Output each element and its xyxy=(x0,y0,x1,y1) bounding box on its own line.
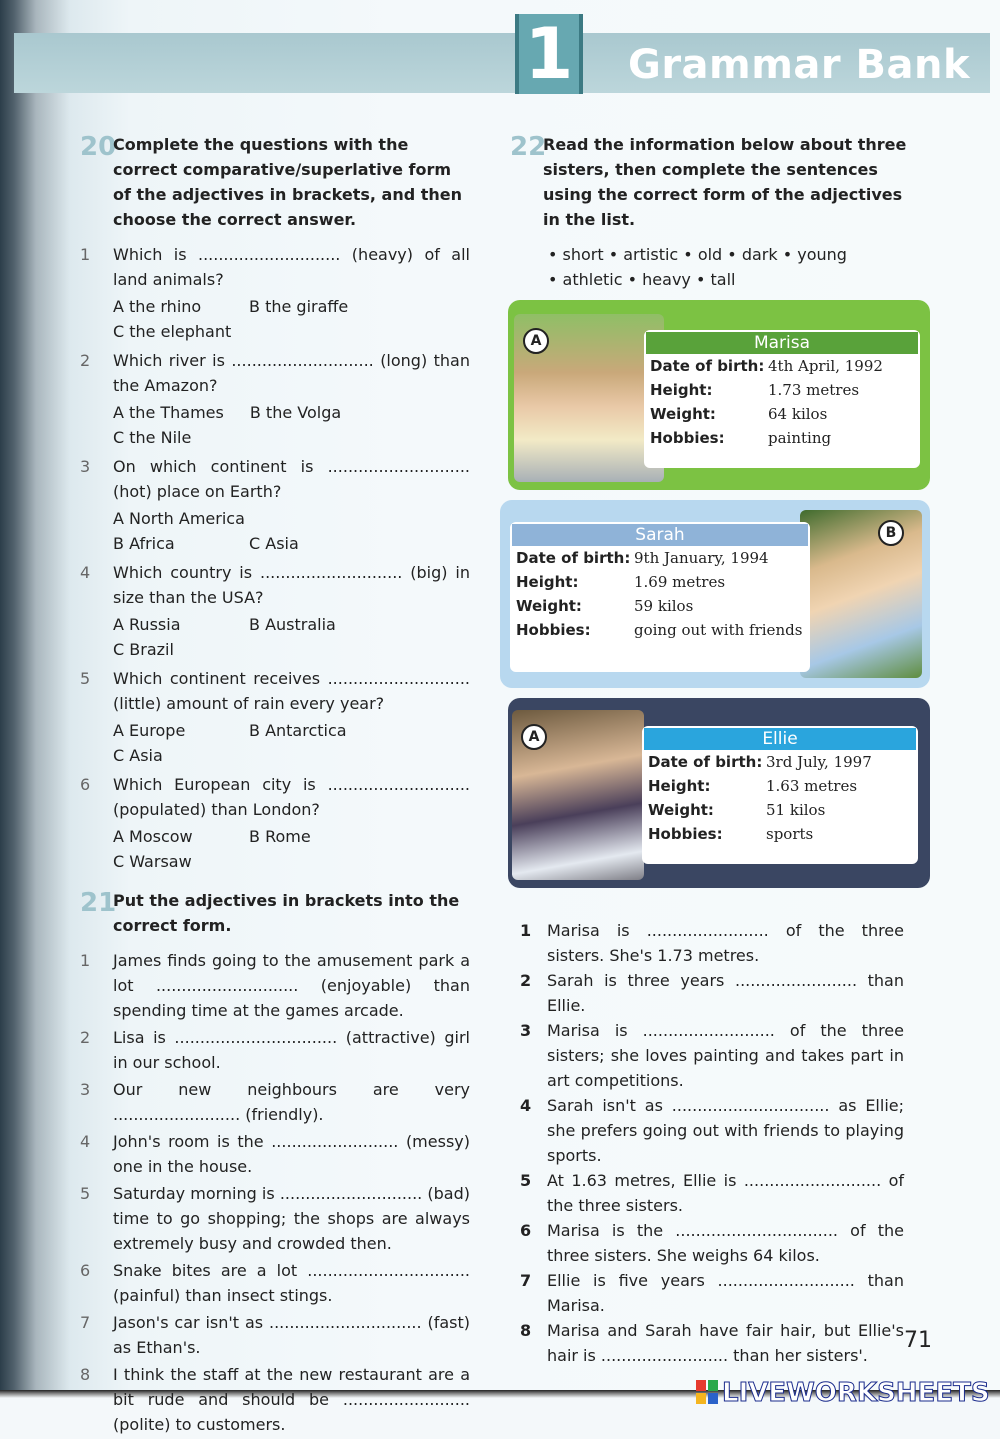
sentence-text: Marisa and Sarah have fair hair, but Ellie's hair is ......................... than her sisters'. xyxy=(547,1321,904,1365)
profile-card-ellie xyxy=(508,698,930,888)
exercise-instruction: Complete the questions with the correct comparative/superlative form of the adjectives in brackets, and then choose the correct answer. xyxy=(113,135,463,229)
answer-options xyxy=(113,718,470,768)
sentence-text: Marisa is ........................ of the three sisters. She's 1.73 metres. xyxy=(547,921,904,965)
item-text: Our new neighbours are very ......................... (friendly). xyxy=(113,1080,470,1124)
card-letter: B xyxy=(878,520,904,546)
answer-option: B the giraffe xyxy=(249,297,349,316)
answer-option: B Africa xyxy=(113,534,175,553)
question-text: On which continent is ............................ (hot) place on Earth? xyxy=(113,457,470,501)
dob-label: Date of birth: xyxy=(648,753,763,771)
item-text: Snake bites are a lot ................................ (painful) than insect stings. xyxy=(113,1261,470,1305)
sentence-item xyxy=(520,1268,904,1318)
answer-option: A North America xyxy=(113,509,245,528)
answer-option: C the Nile xyxy=(113,428,192,447)
sentence-item xyxy=(520,918,904,968)
card-letter: A xyxy=(521,724,547,750)
item-text: Saturday morning is ............................ (bad) time to go shopping; the shops are always extremely busy and crowded then. xyxy=(113,1184,470,1253)
answer-option: A the rhino xyxy=(113,297,202,316)
exercise-number: 20 xyxy=(80,132,117,162)
question-text: Which country is ............................ (big) in size than the USA? xyxy=(113,563,470,607)
item-number: 2 xyxy=(80,1028,91,1047)
question-item xyxy=(80,560,470,610)
sentence-number: 8 xyxy=(520,1321,532,1340)
answer-option: B Australia xyxy=(249,615,336,634)
answer-options xyxy=(113,824,470,874)
watermark: LIVEWORKSHEETS xyxy=(722,1378,990,1408)
sentence-number: 5 xyxy=(520,1171,532,1190)
item-number: 1 xyxy=(80,951,91,970)
hobbies-value: going out with friends xyxy=(634,621,803,639)
item-text: Jason's car isn't as .............................. (fast) as Ethan's. xyxy=(113,1313,470,1357)
height-value: 1.63 metres xyxy=(766,777,858,795)
sentence-number: 7 xyxy=(520,1271,532,1290)
exercise-22-heading xyxy=(510,132,910,232)
answer-option: C the elephant xyxy=(113,322,232,341)
height-label: Height: xyxy=(516,573,579,591)
exercise-number: 21 xyxy=(80,888,117,918)
sentence-item xyxy=(520,1018,904,1093)
question-number: 3 xyxy=(80,457,91,476)
question-number: 5 xyxy=(80,669,91,688)
answer-option: C Brazil xyxy=(113,640,174,659)
question-number: 2 xyxy=(80,351,91,370)
weight-label: Weight: xyxy=(516,597,582,615)
answer-options xyxy=(113,400,470,450)
sentence-text: Marisa is the ................................ of the three sisters. She weighs 64 kilos. xyxy=(547,1221,904,1265)
dob-label: Date of birth: xyxy=(650,357,765,375)
exercise-instruction: Read the information below about three sisters, then complete the sentences using the correct form of the adjectives in the list. xyxy=(543,135,907,229)
question-item xyxy=(80,348,470,398)
weight-value: 51 kilos xyxy=(766,801,826,819)
hobbies-label: Hobbies: xyxy=(648,825,723,843)
card-letter: A xyxy=(523,328,549,354)
sentence-item xyxy=(520,1093,904,1168)
item-text: I think the staff at the new restaurant are a bit rude and should be ......................... (polite) to customers. xyxy=(113,1365,470,1434)
item-number: 8 xyxy=(80,1365,91,1384)
hobbies-value: sports xyxy=(766,825,814,843)
question-text: Which river is ............................ (long) than the Amazon? xyxy=(113,351,470,395)
exercise-20-questions xyxy=(80,242,470,874)
left-column xyxy=(80,132,470,1439)
height-value: 1.73 metres xyxy=(768,381,860,399)
adjective-list xyxy=(548,242,910,292)
item-number: 7 xyxy=(80,1313,91,1332)
sentence-text: Sarah isn't as ............................... as Ellie; she prefers going out with friends to playing sports. xyxy=(547,1096,904,1165)
question-text: Which continent receives ............................ (little) amount of rain every year? xyxy=(113,669,470,713)
exercise-item xyxy=(80,1181,470,1256)
profile-name: Sarah xyxy=(512,524,808,546)
hobbies-label: Hobbies: xyxy=(516,621,591,639)
item-text: Lisa is ................................ (attractive) girl in our school. xyxy=(113,1028,470,1072)
item-number: 3 xyxy=(80,1080,91,1099)
sentence-item xyxy=(520,1168,904,1218)
height-label: Height: xyxy=(648,777,711,795)
info-box-sarah xyxy=(510,522,810,672)
exercise-item xyxy=(80,1025,470,1075)
answer-options xyxy=(113,294,470,344)
question-number: 1 xyxy=(80,245,91,264)
question-item xyxy=(80,666,470,716)
question-item xyxy=(80,242,470,292)
profile-card-sarah xyxy=(500,500,930,688)
item-text: James finds going to the amusement park a lot ............................ (enjoyable) than spending time at the games arcade. xyxy=(113,951,470,1020)
weight-value: 64 kilos xyxy=(768,405,828,423)
dob-value: 3rd July, 1997 xyxy=(766,753,872,771)
exercise-item xyxy=(80,1310,470,1360)
exercise-item xyxy=(80,1129,470,1179)
dob-value: 4th April, 1992 xyxy=(768,357,883,375)
exercise-21-heading xyxy=(80,888,470,938)
adjective-line: • short • artistic • old • dark • young xyxy=(548,245,847,264)
profile-name: Ellie xyxy=(644,728,916,750)
sentence-number: 1 xyxy=(520,921,532,940)
exercise-item xyxy=(80,1258,470,1308)
item-number: 5 xyxy=(80,1184,91,1203)
answer-option: C Asia xyxy=(113,746,163,765)
question-text: Which is ............................ (heavy) of all land animals? xyxy=(113,245,470,289)
sentence-number: 3 xyxy=(520,1021,532,1040)
dob-value: 9th January, 1994 xyxy=(634,549,769,567)
question-number: 4 xyxy=(80,563,91,582)
question-item xyxy=(80,772,470,822)
answer-option: B Antarctica xyxy=(249,721,347,740)
exercise-20-heading xyxy=(80,132,470,232)
profile-name: Marisa xyxy=(646,332,918,354)
answer-option: C Asia xyxy=(249,534,299,553)
info-box-ellie xyxy=(642,726,918,864)
profile-card-marisa xyxy=(508,300,930,490)
sentence-text: Marisa is .......................... of the three sisters; she loves painting and takes part in art competitions. xyxy=(547,1021,904,1090)
adjective-line: • athletic • heavy • tall xyxy=(548,270,736,289)
height-label: Height: xyxy=(650,381,713,399)
sentence-item xyxy=(520,968,904,1018)
answer-option: B the Volga xyxy=(249,403,342,422)
exercise-22-sentences xyxy=(520,918,904,1368)
answer-options xyxy=(113,612,470,662)
answer-option: A Europe xyxy=(113,721,186,740)
question-text: Which European city is ............................ (populated) than London? xyxy=(113,775,470,819)
question-item xyxy=(80,454,470,504)
weight-label: Weight: xyxy=(648,801,714,819)
page-title: Grammar Bank xyxy=(628,42,971,88)
answer-option: B Rome xyxy=(249,827,311,846)
exercise-item xyxy=(80,1362,470,1437)
sentence-number: 2 xyxy=(520,971,532,990)
exercise-instruction: Put the adjectives in brackets into the correct form. xyxy=(113,891,460,935)
exercise-item xyxy=(80,948,470,1023)
answer-option: A Russia xyxy=(113,615,181,634)
weight-value: 59 kilos xyxy=(634,597,694,615)
sentence-text: Ellie is five years ........................... than Marisa. xyxy=(547,1271,904,1315)
item-text: John's room is the ......................... (messy) one in the house. xyxy=(113,1132,470,1176)
right-column xyxy=(510,132,910,300)
exercise-item xyxy=(80,1077,470,1127)
item-number: 6 xyxy=(80,1261,91,1280)
answer-option: A Moscow xyxy=(113,827,193,846)
sentence-item xyxy=(520,1318,904,1368)
sentence-text: At 1.63 metres, Ellie is ........................... of the three sisters. xyxy=(547,1171,904,1215)
question-number: 6 xyxy=(80,775,91,794)
sentence-number: 6 xyxy=(520,1221,532,1240)
sentence-number: 4 xyxy=(520,1096,532,1115)
exercise-21-items xyxy=(80,948,470,1437)
hobbies-value: painting xyxy=(768,429,832,447)
exercise-number: 22 xyxy=(510,132,547,162)
answer-option: C Warsaw xyxy=(113,852,192,871)
item-number: 4 xyxy=(80,1132,91,1151)
height-value: 1.69 metres xyxy=(634,573,726,591)
page-number: 71 xyxy=(904,1328,932,1353)
info-box-marisa xyxy=(644,330,920,468)
answer-option: A the Thames xyxy=(113,403,224,422)
unit-number: 1 xyxy=(515,14,583,94)
weight-label: Weight: xyxy=(650,405,716,423)
sentence-text: Sarah is three years ........................ than Ellie. xyxy=(547,971,904,1015)
dob-label: Date of birth: xyxy=(516,549,631,567)
answer-options xyxy=(113,506,470,556)
liveworksheets-logo-icon xyxy=(696,1380,718,1404)
hobbies-label: Hobbies: xyxy=(650,429,725,447)
sentence-item xyxy=(520,1218,904,1268)
